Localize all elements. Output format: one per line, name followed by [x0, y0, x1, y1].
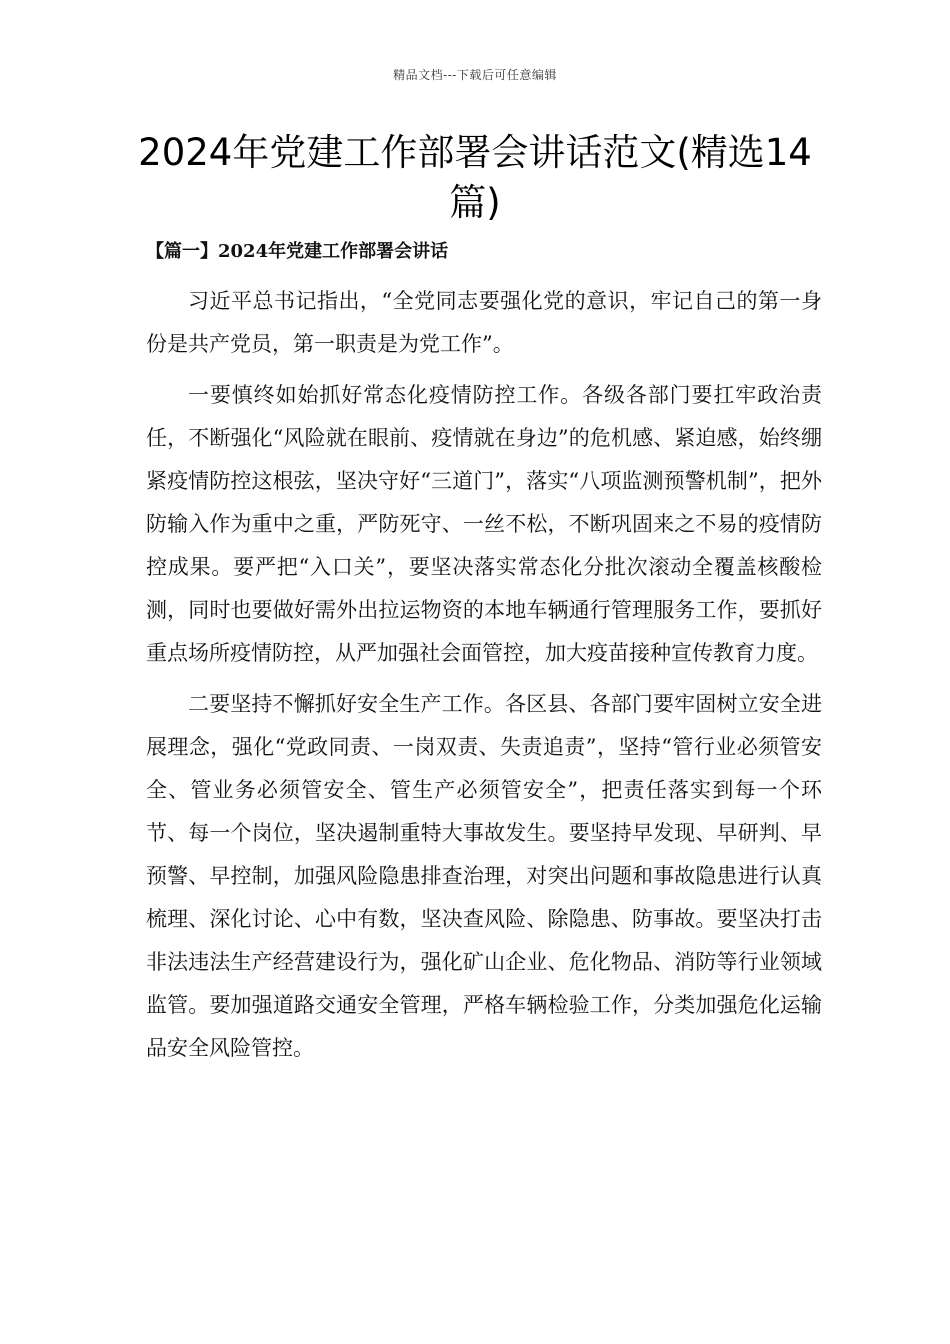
- paragraph-1: 习近平总书记指出，“全党同志要强化党的意识，牢记自己的第一身份是共产党员，第一职责是为党工作”。: [146, 289, 822, 356]
- page-title: 2024年党建工作部署会讲话范文(精选14篇): [138, 131, 812, 224]
- paragraph-2: 一要慎终如始抓好常态化疫情防控工作。各级各部门要扛牢政治责任，不断强化“风险就在眼前、疫情就在身边”的危机感、紧迫感，始终绷紧疫情防控这根弦，坚决守好“三道门”，落实“八项监测预警机制”，把外防输入作为重中之重，严防死守、一丝不松，不断巩固来之不易的疫情防控成果。要严把“入口关”，要坚决落实常态化分批次滚动全覆盖核酸检测，同时也要做好需外出拉运物资的本地车辆通行管理服务工作，要抓好重点场所疫情防控，从严加强社会面管控，加大疫苗接种宣传教育力度。: [146, 383, 822, 665]
- paragraph-3: 二要坚持不懈抓好安全生产工作。各区县、各部门要牢固树立安全进展理念，强化“党政同责、一岗双责、失责追责”，坚持“管行业必须管安全、管业务必须管安全、管生产必须管安全”，把责任落实到每一个环节、每一个岗位，坚决遏制重特大事故发生。要坚持早发现、早研判、早预警、早控制，加强风险隐患排查治理，对突出问题和事故隐患进行认真梳理、深化讨论、心中有数，坚决查风险、除隐患、防事故。要坚决打击非法违法生产经营建设行为，强化矿山企业、危化物品、消防等行业领域监管。要加强道路交通安全管理，严格车辆检验工作，分类加强危化运输品安全风险管控。: [146, 692, 822, 1060]
- document-body: [146, 280, 822, 1078]
- section-heading: 【篇一】2024年党建工作部署会讲话: [146, 241, 449, 262]
- header-note: 精品文档---下载后可任意编辑: [393, 68, 557, 82]
